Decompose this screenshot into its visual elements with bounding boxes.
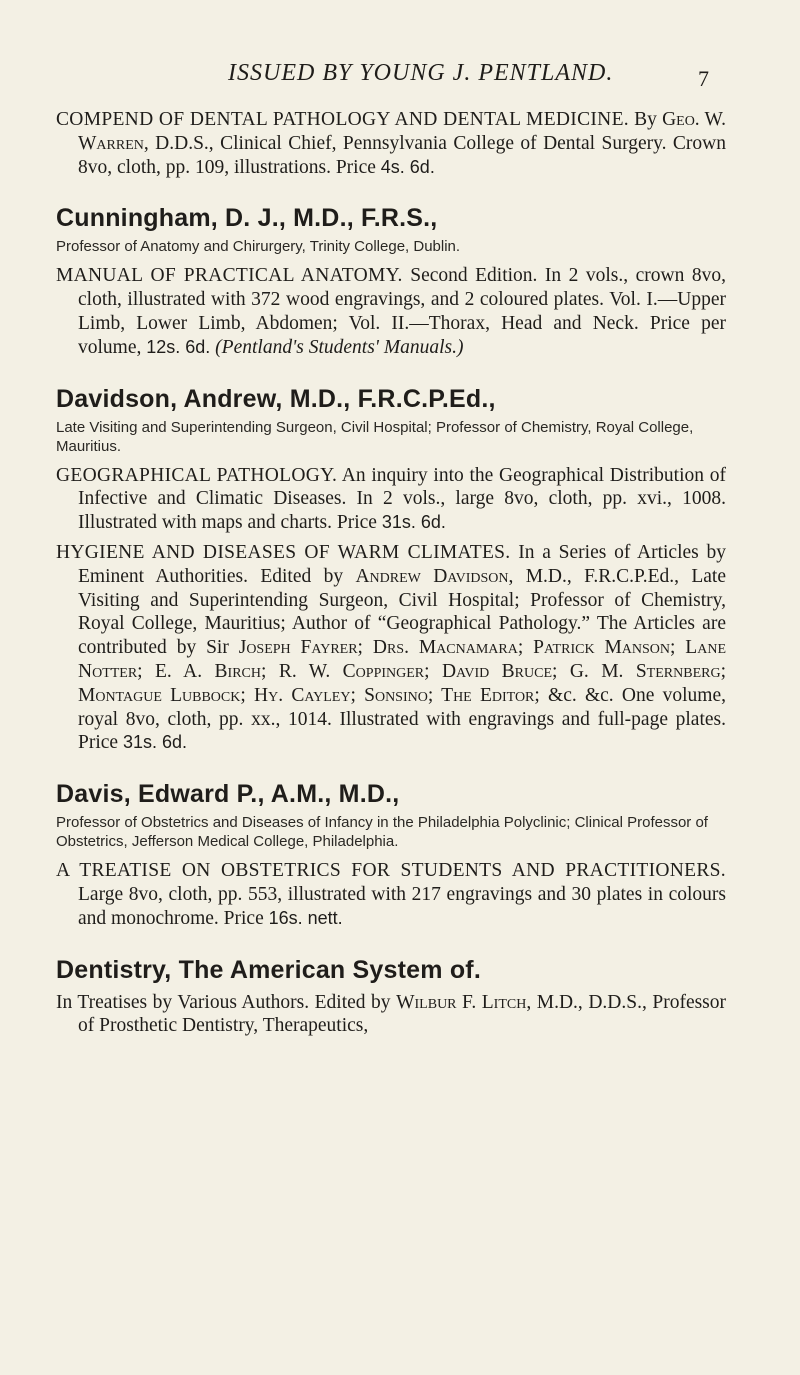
davis-book-entry	[56, 859, 726, 930]
page-number: 7	[698, 66, 709, 91]
davidson-book2-editor: Andrew Davidson	[355, 565, 509, 587]
davidson-book2-title: HYGIENE AND DISEASES OF WARM CLIMATES.	[56, 541, 511, 563]
compend-price: 4s. 6d.	[380, 156, 435, 177]
running-title: ISSUED BY YOUNG J. PENTLAND.	[228, 60, 614, 86]
davidson-book2-desc-c: &c. &c. One volume, royal 8vo, cloth, pp. xx., 1014. Illustrated with engravings and full-page plates.	[78, 684, 726, 730]
author-davidson: Davidson, Andrew, M.D., F.R.C.P.Ed.,	[56, 384, 496, 413]
davidson-book2-price-label: Price	[78, 732, 119, 754]
compend-entry	[56, 108, 726, 179]
davidson-book2-contributors: Joseph Fayrer; Drs. Macnamara; Patrick Manson; Lane Notter; E. A. Birch; R. W. Coppinger; David Bruce; G. M. Sternberg; Montague Lubbock; Hy. Cayley; Sonsino; The Editor;	[78, 637, 726, 706]
cunningham-book-title: MANUAL OF PRACTICAL ANATOMY.	[56, 265, 403, 287]
davis-book-price-label: Price	[223, 907, 264, 929]
dentistry-editor: Wilbur F. Litch	[396, 991, 527, 1013]
davidson-book2-desc-b: , M.D., F.R.C.P.Ed., Late Visiting and Superintending Surgeon, Civil Hospital; Professor of Chemistry, Royal College, Mauritius; Author of “Geographical Pathology.” The Articles are contributed by Sir	[78, 565, 727, 659]
davis-book-desc: Large 8vo, cloth, pp. 553, illustrated with 217 engravings and 30 plates in colours and monochrome.	[78, 883, 726, 929]
compend-by: By	[634, 109, 657, 130]
davidson-book1-title: GEOGRAPHICAL PATHOLOGY.	[56, 464, 338, 486]
cunningham-book-desc: Second Edition. In 2 vols., crown 8vo, cloth, illustrated with 372 wood engravings, and 2 coloured plates. Vol. I.—Upper Limb, Lower Limb, Abdomen; Vol. II.—Thorax, Head and Neck. Price per volume,	[78, 265, 726, 358]
compend-author: Geo. W. Warren	[78, 109, 726, 154]
compend-title: COMPEND OF DENTAL PATHOLOGY AND DENTAL MEDICINE.	[56, 109, 629, 130]
compend-price-label: Price	[335, 156, 376, 178]
author-cunningham: Cunningham, D. J., M.D., F.R.S.,	[56, 204, 438, 233]
cunningham-book-series: (Pentland's Students' Manuals.)	[215, 336, 464, 358]
davidson-affiliation: Late Visiting and Superintending Surgeon, Civil Hospital; Professor of Chemistry, Royal College, Mauritius.	[56, 418, 694, 455]
davis-affiliation: Professor of Obstetrics and Diseases of Infancy in the Philadelphia Polyclinic; Clinical Professor of Obstetrics, Jefferson Medical College, Philadelphia.	[56, 814, 708, 851]
davis-book-title: A TREATISE ON OBSTETRICS FOR STUDENTS AND PRACTITIONERS.	[56, 860, 726, 882]
davis-book-price: 16s. nett.	[268, 907, 343, 928]
dentistry-entry	[56, 991, 726, 1039]
davidson-book1-entry	[56, 464, 726, 535]
author-davis: Davis, Edward P., A.M., M.D.,	[56, 780, 400, 809]
cunningham-book-entry	[56, 264, 726, 359]
davidson-book1-desc: An inquiry into the Geographical Distribution of Infective and Climatic Diseases. In 2 vols., large 8vo, cloth, pp. xvi., 1008. Illustrated with maps and charts.	[78, 464, 726, 534]
davidson-book2-price: 31s. 6d.	[122, 732, 187, 753]
catalogue-content	[56, 108, 726, 1038]
davidson-book1-price-label: Price	[336, 512, 377, 534]
davidson-book2-entry	[56, 541, 726, 755]
cunningham-book-price: 12s. 6d.	[146, 336, 211, 357]
dentistry-desc-a: In Treatises by Various Authors. Edited by	[56, 991, 391, 1013]
davidson-book2-desc-a: In a Series of Articles by Eminent Authorities. Edited by	[78, 541, 726, 587]
cunningham-affiliation: Professor of Anatomy and Chirurgery, Trinity College, Dublin.	[56, 238, 461, 256]
davidson-book1-price: 31s. 6d.	[381, 512, 446, 533]
author-dentistry: Dentistry, The American System of.	[56, 955, 481, 984]
dentistry-desc-b: , M.D., D.D.S., Professor of Prosthetic Dentistry, Therapeutics,	[78, 991, 727, 1037]
compend-desc: , D.D.S., Clinical Chief, Pennsylvania College of Dental Surgery. Crown 8vo, cloth, pp. 109, illustrations.	[78, 132, 726, 178]
